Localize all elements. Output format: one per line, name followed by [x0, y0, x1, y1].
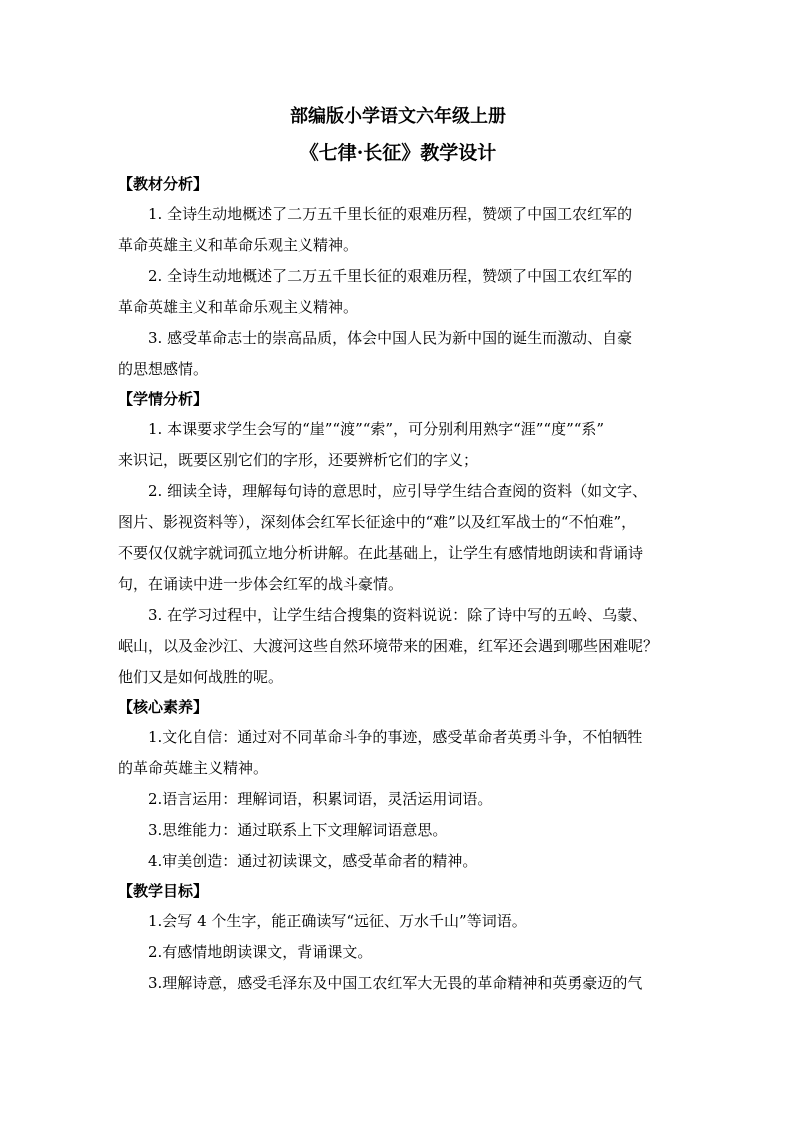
paragraph [118, 906, 678, 937]
section-heading: 【学情分析】 [118, 390, 209, 408]
section-heading: 【教材分析】 [118, 175, 209, 193]
document-title: 部编版小学语文六年级上册 [290, 106, 506, 127]
paragraph [118, 199, 678, 261]
document-body [118, 102, 678, 999]
paragraph [118, 815, 678, 846]
section-heading: 【教学目标】 [118, 882, 209, 900]
paragraph-line: 岷山，以及金沙江、大渡河这些自然环境带来的困难，红军还会遇到哪些困难呢？ [118, 637, 659, 655]
paragraph-line: 4.审美创造：通过初读课文，感受革命者的精神。 [148, 852, 478, 870]
section-heading: 【核心素养】 [118, 698, 209, 716]
paragraph-line: 句，在诵读中进一步体会红军的战斗豪情。 [118, 575, 404, 593]
paragraph-line: 2.语言运用：理解词语，积累词语，灵活运用词语。 [148, 790, 493, 808]
paragraph-line: 的革命英雄主义精神。 [118, 759, 269, 777]
paragraph-line: 2.有感情地朗读课文，背诵课文。 [148, 943, 373, 961]
paragraph [118, 600, 678, 693]
paragraph-line: 3.思维能力：通过联系上下文理解词语意思。 [148, 821, 448, 839]
paragraph-line: 3. 感受革命志士的崇高品质，体会中国人民为新中国的诞生而激动、自豪 [148, 329, 633, 347]
paragraph-line: 1. 全诗生动地概述了二万五千里长征的艰难历程，赞颂了中国工农红军的 [148, 205, 633, 223]
paragraph [118, 846, 678, 877]
paragraph-line: 他们又是如何战胜的呢。 [118, 668, 284, 686]
paragraph [118, 784, 678, 815]
paragraph [118, 476, 678, 600]
paragraph-line: 1.文化自信：通过对不同革命斗争的事迹，感受革命者英勇斗争，不怕牺牲 [148, 728, 643, 746]
document-subtitle: 《七律·长征》教学设计 [299, 142, 497, 164]
paragraph-line: 革命英雄主义和革命乐观主义精神。 [118, 298, 359, 316]
paragraph-line: 1.会写 4 个生字，能正确读写“远征、万水千山”等词语。 [148, 912, 527, 930]
paragraph-line: 2. 全诗生动地概述了二万五千里长征的艰难历程，赞颂了中国工农红军的 [148, 267, 633, 285]
paragraph [118, 414, 678, 476]
paragraph-line: 不要仅仅就字就词孤立地分析讲解。在此基础上，让学生有感情地朗读和背诵诗 [118, 544, 644, 562]
paragraph-line: 1. 本课要求学生会写的“崖”“渡”“索”，可分别利用熟字“涯”“度”“系” [148, 420, 605, 438]
paragraph [118, 968, 678, 999]
paragraph-line: 3.理解诗意，感受毛泽东及中国工农红军大无畏的革命精神和英勇豪迈的气 [148, 974, 643, 992]
paragraph-line: 革命英雄主义和革命乐观主义精神。 [118, 236, 359, 254]
paragraph [118, 722, 678, 784]
paragraph [118, 261, 678, 323]
paragraph-line: 图片、影视资料等），深刻体会红军长征途中的“难”以及红军战士的“不怕难”， [118, 513, 637, 531]
sections-container [118, 170, 678, 999]
paragraph [118, 937, 678, 968]
paragraph-line: 2. 细读全诗，理解每句诗的意思时，应引导学生结合查阅的资料（如文字、 [148, 482, 648, 500]
paragraph-line: 3. 在学习过程中，让学生结合搜集的资料说说：除了诗中写的五岭、乌蒙、 [148, 606, 648, 624]
paragraph [118, 323, 678, 385]
paragraph-line: 的思想感情。 [118, 360, 209, 378]
paragraph-line: 来识记，既要区别它们的字形，还要辨析它们的字义； [118, 451, 479, 469]
